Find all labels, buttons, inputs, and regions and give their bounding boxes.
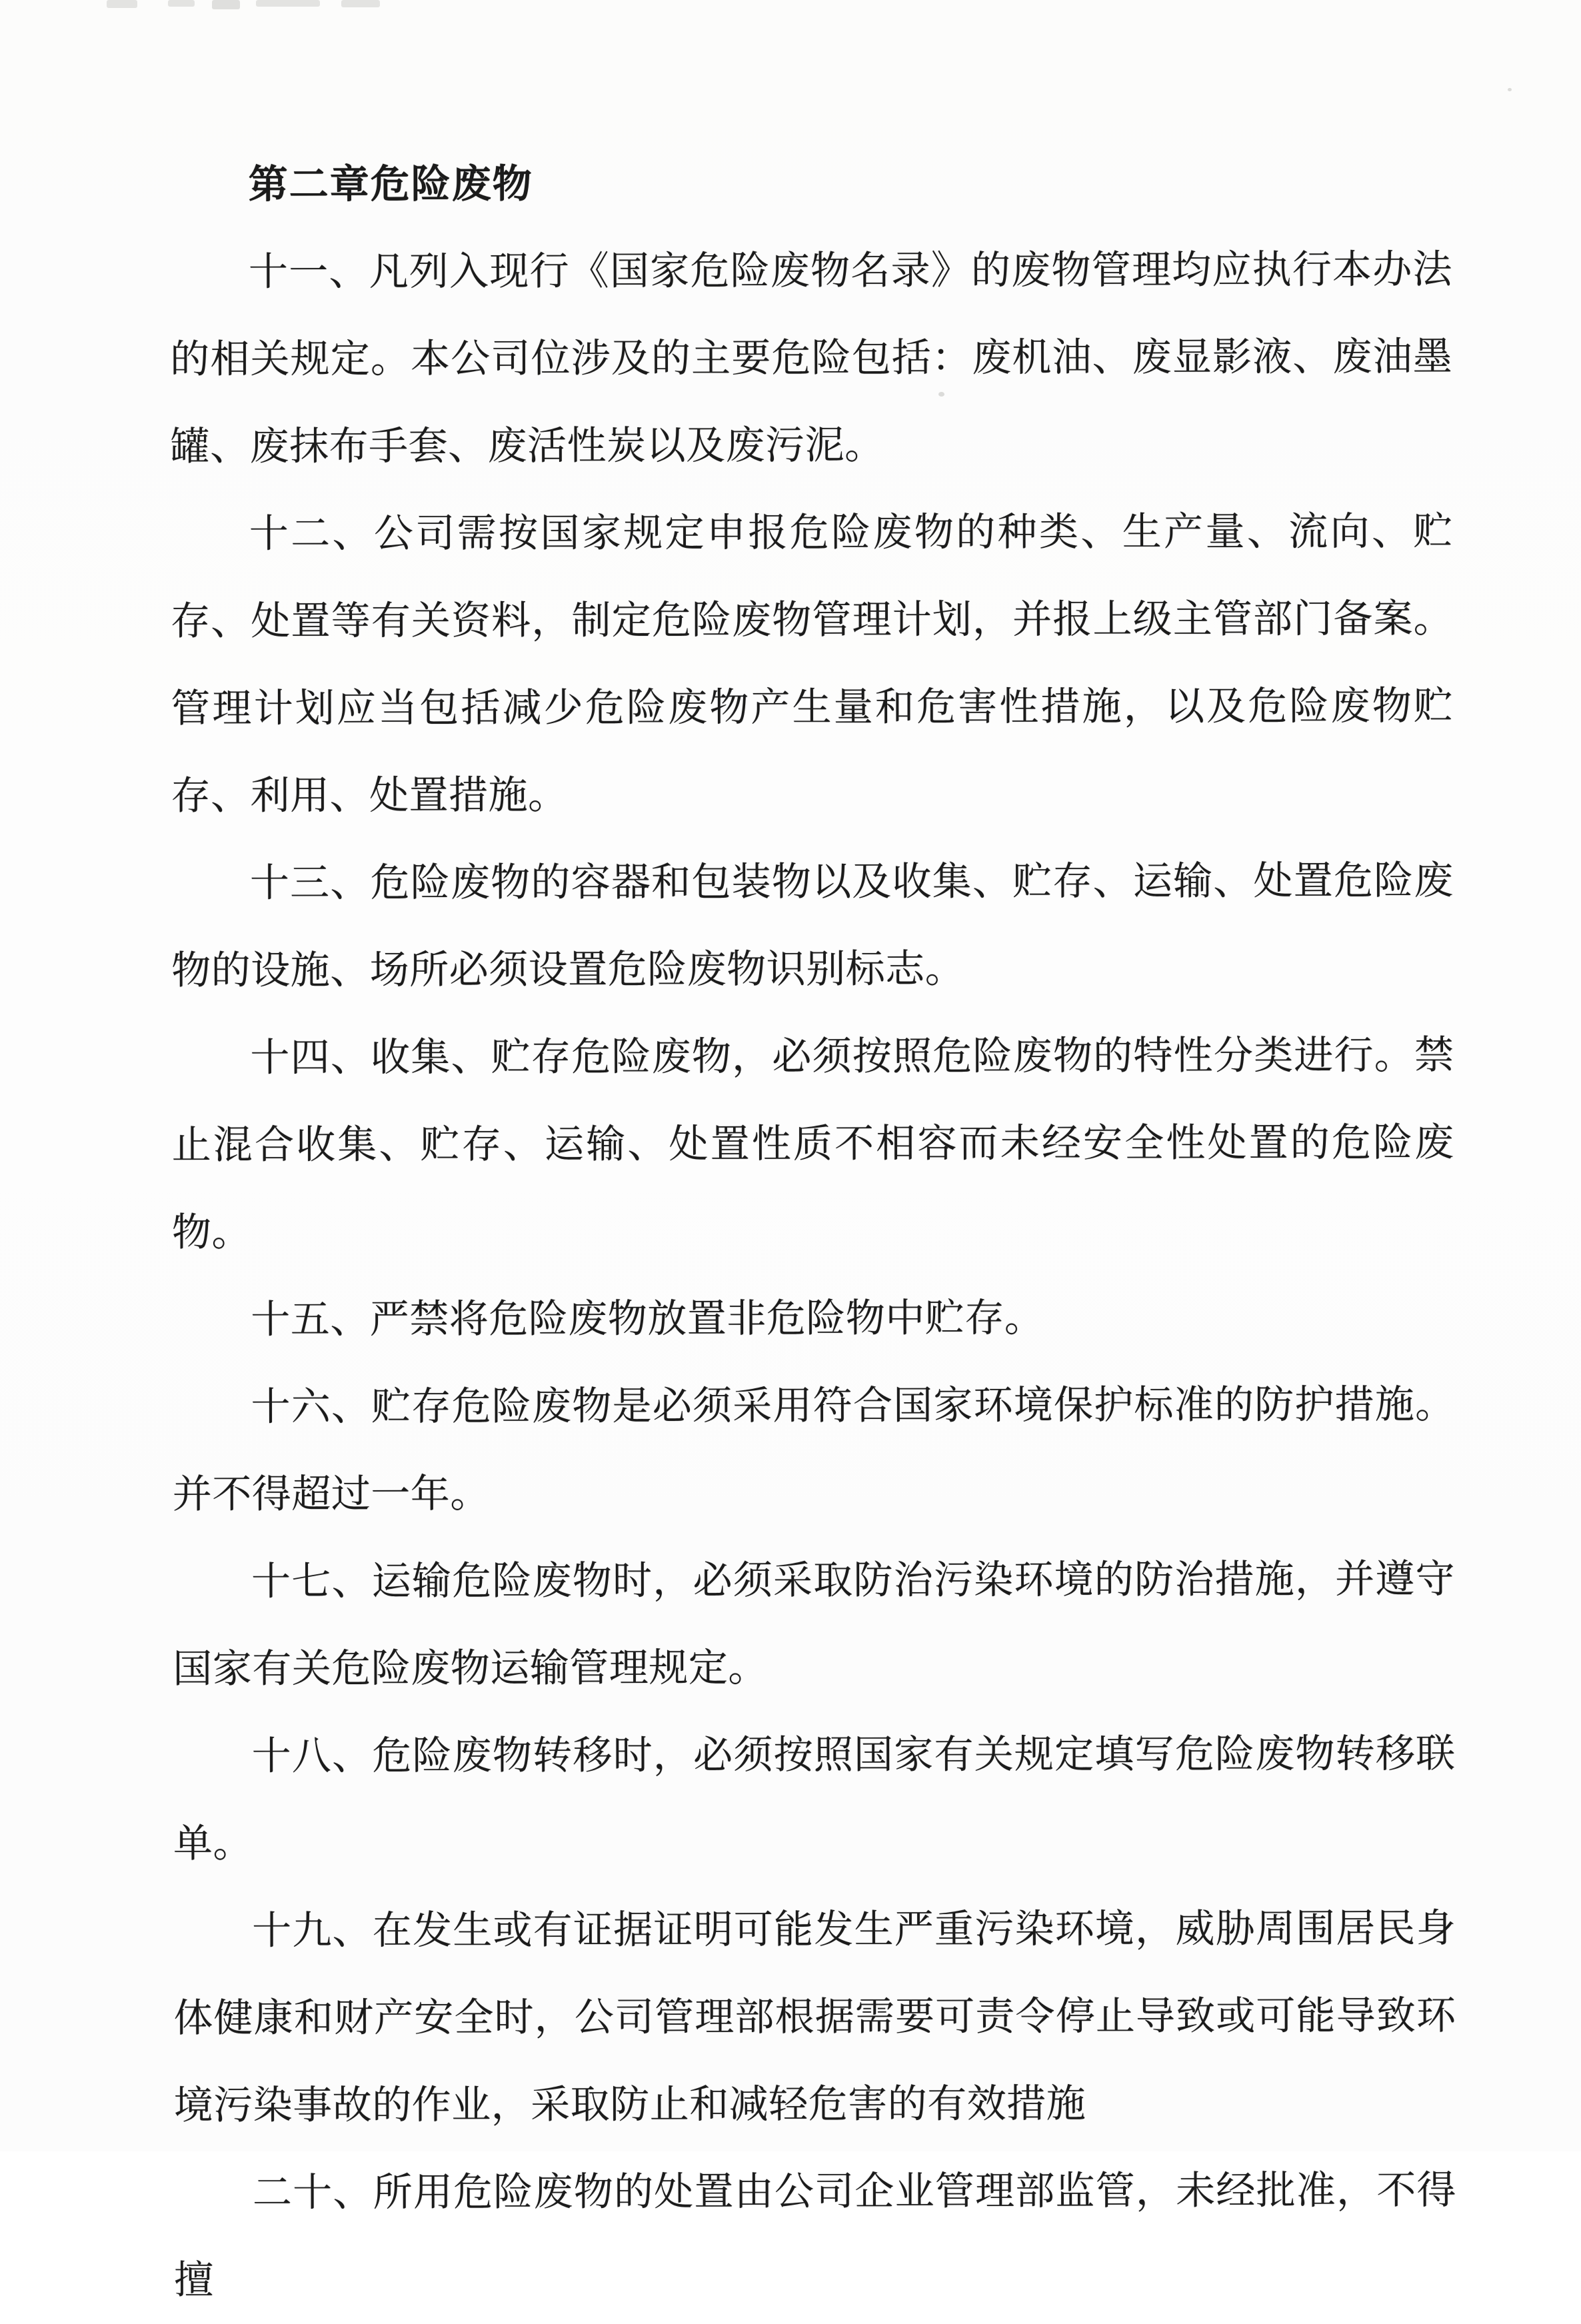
chapter-heading: 第二章危险废物 <box>248 161 533 207</box>
document-content <box>170 139 1457 2324</box>
scan-artifact <box>107 0 137 8</box>
paragraph-list <box>170 226 1457 2324</box>
scan-artifact <box>341 0 380 7</box>
scan-artifact <box>1508 88 1512 91</box>
document-paragraph: 十二、公司需按国家规定申报危险废物的种类、生产量、流向、贮存、处置等有关资料，制定危险废物管理计划，并报上级主管部门备案。管理计划应当包括减少危险废物产生量和危害性措施，以及危险废物贮存、利用、处置措施。 <box>171 509 1454 818</box>
document-paragraph: 十一、凡列入现行《国家危险废物名录》的废物管理均应执行本办法的相关规定。本公司位涉及的主要危险包括：废机油、废显影液、废油墨罐、废抹布手套、废活性炭以及废污泥。 <box>170 247 1453 469</box>
document-paragraph: 十四、收集、贮存危险废物，必须按照危险废物的特性分类进行。禁止混合收集、贮存、运输、处置性质不相容而未经安全性处置的危险废物。 <box>171 1032 1454 1255</box>
document-paragraph: 十五、严禁将危险废物放置非危险物中贮存。 <box>251 1296 1044 1342</box>
document-paragraph: 二十、所用危险废物的处置由公司企业管理部监管，未经批准，不得擅 <box>174 2167 1457 2303</box>
document-paragraph: 十三、危险废物的容器和包装物以及收集、贮存、运输、处置危险废物的设施、场所必须设置危险废物识别标志。 <box>171 858 1454 993</box>
document-paragraph: 十六、贮存危险废物是必须采用符合国家环境保护标准的防护措施。并不得超过一年。 <box>172 1382 1455 1517</box>
scan-artifact <box>168 0 195 7</box>
scan-artifact <box>256 0 320 7</box>
scan-artifact <box>212 0 240 9</box>
document-paragraph: 十九、在发生或有证据证明可能发生严重污染环境，威胁周围居民身体健康和财产安全时，公司管理部根据需要可责令停止导致或可能导致环境污染事故的作业，采取防止和减轻危害的有效措施 <box>173 1905 1456 2128</box>
document-paragraph: 十八、危险废物转移时，必须按照国家有关规定填写危险废物转移联单。 <box>173 1731 1456 1866</box>
document-paragraph: 十七、运输危险废物时，必须采取防治污染环境的防治措施，并遵守国家有关危险废物运输管理规定。 <box>173 1556 1456 1692</box>
